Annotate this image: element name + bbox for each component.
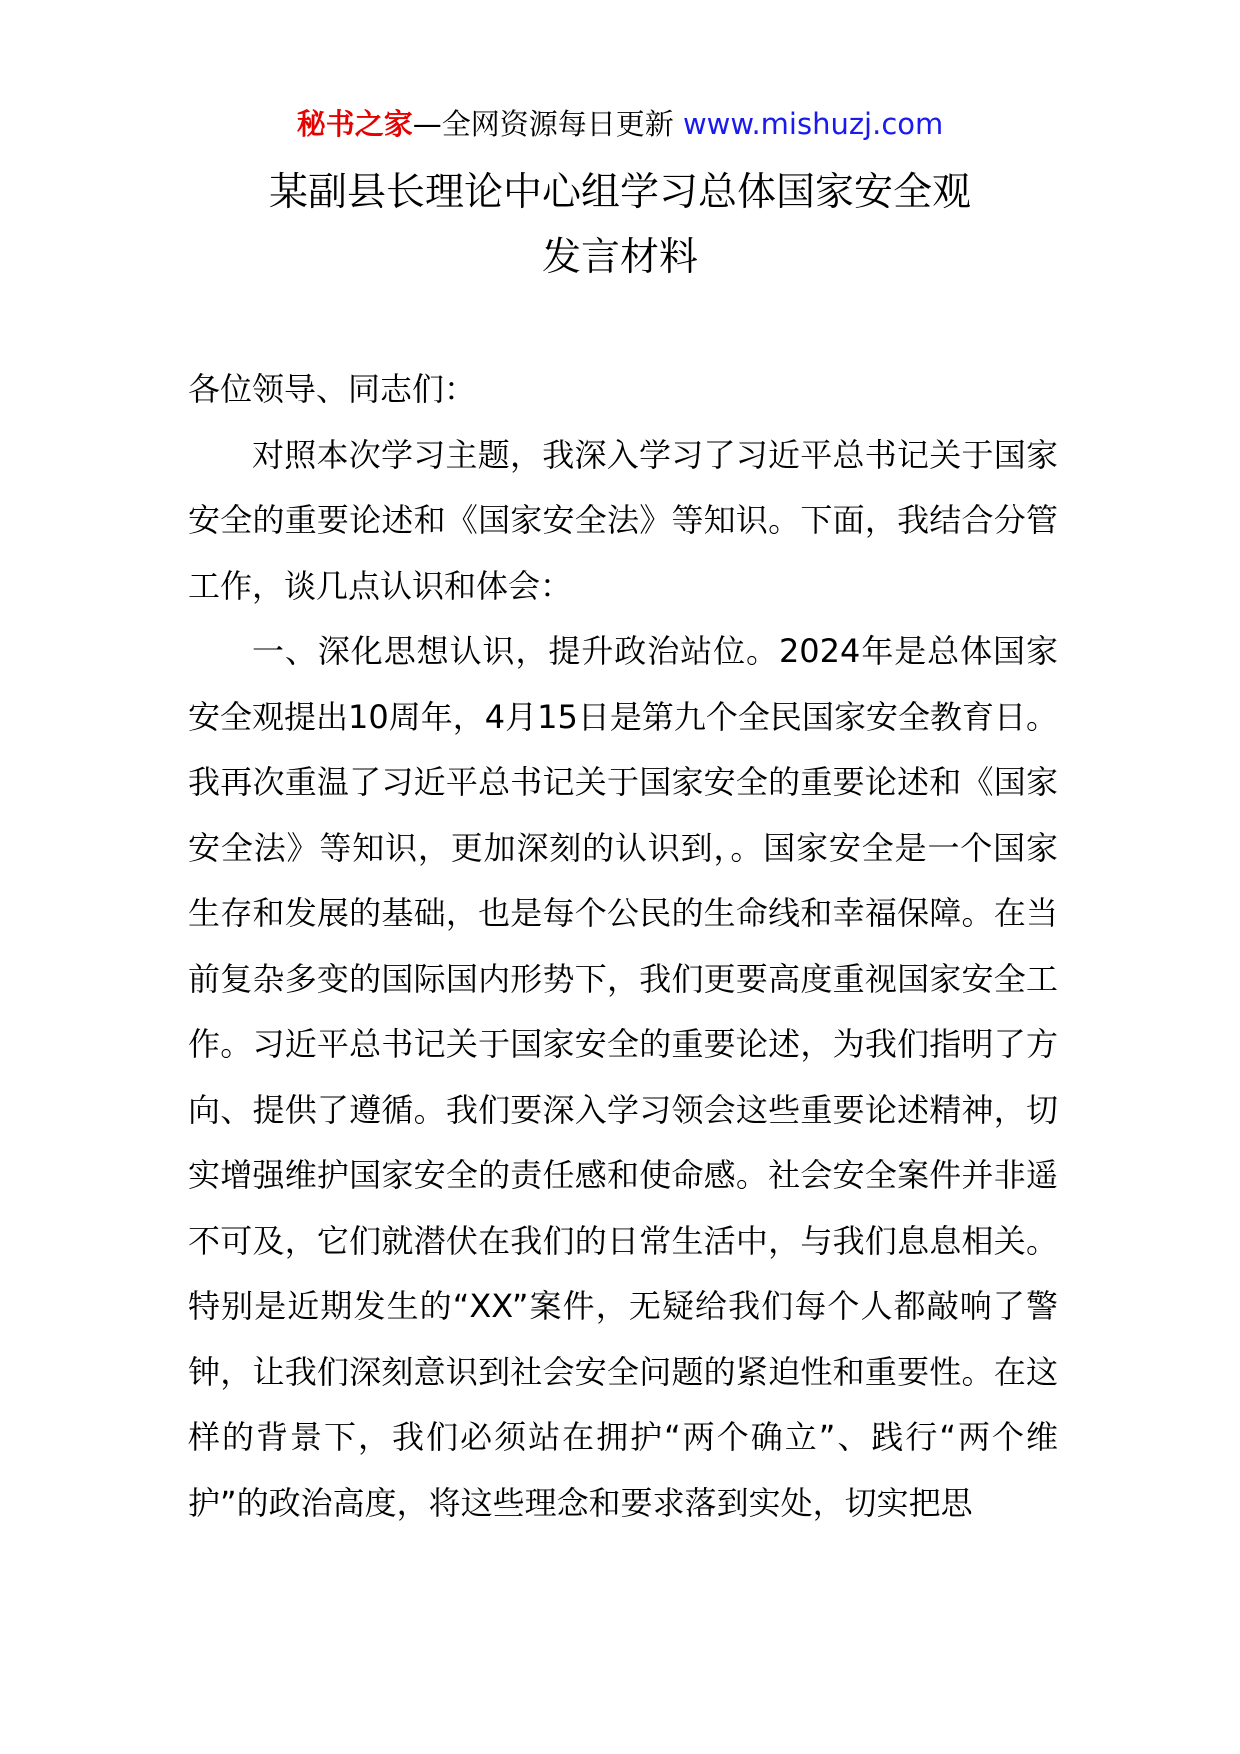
paragraph-section-one: 一、深化思想认识，提升政治站位。2024年是总体国家安全观提出10周年，4月15日是第九个全民国家安全教育日。我再次重温了习近平总书记关于国家安全的重要论述和《国家安全法》等知识，更加深刻的认识到，。国家安全是一个国家生存和发展的基础，也是每个公民的生命线和幸福保障。在当前复杂多变的国际国内形势下，我们更要高度重视国家安全工作。习近平总书记关于国家安全的重要论述，为我们指明了方向、提供了遵循。我们要深入学习领会这些重要论述精神，切实增强维护国家安全的责任感和使命感。社会安全案件并非遥不可及，它们就潜伏在我们的日常生活中，与我们息息相关。特别是近期发生的“XX”案件，无疑给我们每个人都敲响了警钟，让我们深刻意识到社会安全问题的紧迫性和重要性。在这样的背景下，我们必须站在拥护“两个确立”、践行“两个维护”的政治高度，将这些理念和要求落到实处，切实把思 [188, 632, 1058, 1522]
document-body [188, 357, 1058, 1536]
header-tagline: —全网资源每日更新 [412, 107, 683, 141]
site-url-link[interactable]: www.mishuzj.com [682, 107, 944, 141]
document-title-line2: 发言材料 [541, 235, 698, 280]
site-header [0, 102, 1240, 146]
document-title-line1: 某副县长理论中心组学习总体国家安全观 [268, 170, 971, 215]
paragraph-intro: 对照本次学习主题，我深入学习了习近平总书记关于国家安全的重要论述和《国家安全法》等知识。下面，我结合分管工作，谈几点认识和体会： [188, 435, 1058, 605]
brand-name: 秘书之家 [296, 107, 413, 141]
salutation: 各位领导、同志们： [188, 370, 477, 408]
